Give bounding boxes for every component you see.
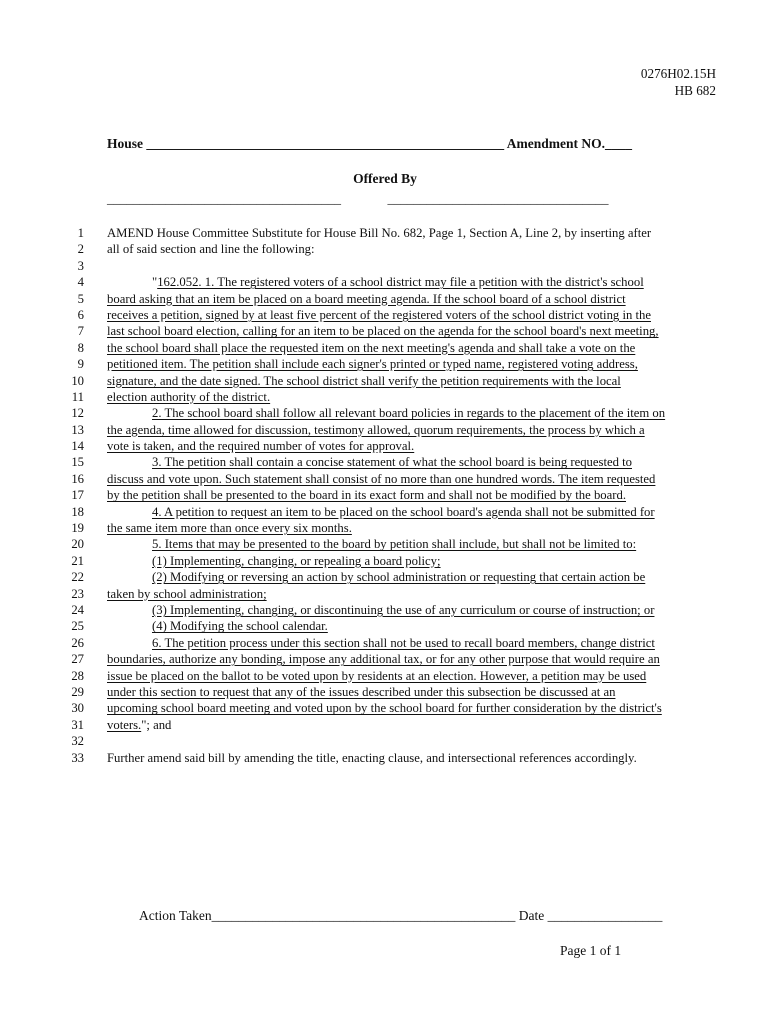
line-content: signature, and the date signed. The school district shall verify the petition requirements with the local [107, 373, 621, 388]
line-content: (4) Modifying the school calendar. [152, 619, 328, 634]
line-content: board asking that an item be placed on a board meeting agenda. If the school board of a school district [107, 291, 626, 306]
numbered-line [0, 471, 770, 487]
numbered-line [0, 684, 770, 700]
line-text [152, 618, 328, 634]
numbered-line [0, 602, 770, 618]
numbered-line [0, 618, 770, 634]
numbered-line [0, 225, 770, 241]
action-taken-label: Action Taken [139, 908, 212, 923]
line-number: 32 [71, 734, 84, 749]
line-text [152, 536, 636, 552]
line-text [152, 553, 441, 569]
house-label: House [107, 136, 144, 151]
numbered-line [0, 241, 770, 257]
line-content: petitioned item. The petition shall include each signer's printed or typed name, registered voting address, [107, 357, 638, 372]
line-text [152, 602, 654, 618]
line-number: 10 [71, 373, 84, 388]
line-number: 13 [71, 422, 84, 437]
line-number: 27 [71, 652, 84, 667]
numbered-line [0, 487, 770, 503]
line-number: 29 [71, 684, 84, 699]
line-text [107, 241, 315, 257]
line-number: 14 [71, 439, 84, 454]
line-content: taken by school administration; [107, 586, 267, 601]
line-content: all of said section and line the following: [107, 242, 315, 257]
numbered-line [0, 586, 770, 602]
numbered-line [0, 733, 770, 749]
line-text [107, 487, 626, 503]
line-text [107, 668, 646, 684]
line-content: the agenda, time allowed for discussion, testimony allowed, quorum requirements, the process by which a [107, 422, 645, 437]
line-text [152, 274, 644, 290]
line-text [152, 405, 665, 421]
line-text [107, 291, 626, 307]
line-number: 24 [71, 602, 84, 617]
amendment-label: Amendment NO. [506, 136, 606, 151]
open-quote: " [152, 275, 158, 290]
line-number: 33 [71, 750, 84, 765]
line-content: election authority of the district. [107, 389, 271, 404]
numbered-line [0, 356, 770, 372]
line-content: (1) Implementing, changing, or repealing a board policy; [152, 553, 441, 568]
action-taken-line [139, 908, 662, 924]
line-number: 23 [71, 586, 84, 601]
numbered-line [0, 438, 770, 454]
line-text [107, 717, 171, 733]
numbered-line [0, 307, 770, 323]
bill-identifier [641, 66, 716, 99]
numbered-line [0, 258, 770, 274]
line-text [107, 438, 414, 454]
line-text [107, 586, 267, 602]
line-text [152, 569, 645, 585]
numbered-line [0, 717, 770, 733]
numbered-line [0, 405, 770, 421]
line-text [107, 422, 645, 438]
line-content: vote is taken, and the required number of votes for approval. [107, 439, 415, 454]
house-amendment-line [107, 136, 632, 152]
numbered-line [0, 373, 770, 389]
line-number: 11 [71, 389, 84, 404]
numbered-line [0, 454, 770, 470]
amendment-text [0, 225, 770, 766]
date-blank: _________________ [547, 908, 663, 923]
line-text [107, 389, 270, 405]
line-text [107, 373, 621, 389]
line-number: 19 [71, 521, 84, 536]
line-text [107, 225, 651, 241]
numbered-line [0, 553, 770, 569]
numbered-line [0, 389, 770, 405]
line-content: 2. The school board shall follow all relevant board policies in regards to the placement of the item on [152, 406, 666, 421]
line-number: 9 [77, 357, 84, 372]
date-label: Date [518, 908, 545, 923]
line-number: 16 [71, 471, 84, 486]
numbered-line [0, 750, 770, 766]
line-content: voters. [107, 717, 142, 732]
numbered-line [0, 323, 770, 339]
line-content: upcoming school board meeting and voted upon by the school board for further consideration by the district's [107, 701, 662, 716]
numbered-line [0, 668, 770, 684]
line-content: discuss and vote upon. Such statement shall consist of no more than one hundred words. The item requested [107, 471, 656, 486]
line-content: 5. Items that may be presented to the board by petition shall include, but shall not be limited to: [152, 537, 637, 552]
numbered-line [0, 422, 770, 438]
line-number: 1 [77, 226, 84, 240]
bill-code: 0276H02.15H [640, 66, 716, 81]
offered-by-blank-right: __________________________________ [387, 191, 609, 206]
line-text [107, 684, 615, 700]
line-text [107, 356, 638, 372]
line-text [107, 520, 352, 536]
numbered-line [0, 291, 770, 307]
numbered-line [0, 340, 770, 356]
line-text [107, 340, 635, 356]
page-number: Page 1 of 1 [560, 943, 622, 958]
line-content: 162.052. 1. The registered voters of a school district may file a petition with the district's school [157, 275, 644, 290]
line-text [107, 307, 651, 323]
line-text [107, 700, 662, 716]
bill-number: HB 682 [674, 82, 716, 98]
close-quote: "; and [141, 717, 172, 732]
line-text [152, 504, 655, 520]
numbered-line [0, 274, 770, 290]
line-number: 30 [71, 701, 84, 716]
line-content: 4. A petition to request an item to be placed on the school board's agenda shall not be submitted for [152, 504, 655, 519]
line-number: 25 [71, 619, 84, 634]
line-number: 21 [71, 553, 84, 568]
offered-by-blanks [107, 191, 609, 207]
line-text [107, 750, 637, 766]
line-number: 22 [71, 570, 84, 585]
line-content: Further amend said bill by amending the title, enacting clause, and intersectional references accordingly. [107, 750, 637, 765]
line-number: 26 [71, 635, 84, 650]
numbered-line [0, 536, 770, 552]
line-number: 8 [77, 340, 84, 355]
numbered-line [0, 504, 770, 520]
line-text [107, 471, 655, 487]
line-content: 6. The petition process under this section shall not be used to recall board members, change district [152, 635, 655, 650]
offered-by-label: Offered By [353, 171, 417, 186]
line-number: 3 [77, 258, 84, 273]
line-number: 7 [77, 324, 84, 339]
line-content: AMEND House Committee Substitute for House Bill No. 682, Page 1, Section A, Line 2, by inserting after [107, 226, 652, 240]
action-taken-blank: _____________________________________________ [211, 908, 516, 923]
amendment-number-blank: ____ [605, 136, 633, 151]
numbered-line [0, 635, 770, 651]
line-number: 12 [71, 406, 84, 421]
line-content: under this section to request that any of the issues described under this subsection be discussed at an [107, 684, 616, 699]
line-content: boundaries, authorize any bonding, impose any additional tax, or for any other purpose that would require an [107, 652, 660, 667]
line-number: 15 [71, 455, 84, 470]
line-text [152, 454, 632, 470]
line-text [152, 635, 655, 651]
numbered-line [0, 569, 770, 585]
line-text [107, 323, 659, 339]
line-content: by the petition shall be presented to the board in its exact form and shall not be modified by the board. [107, 488, 626, 503]
line-number: 20 [71, 537, 84, 552]
line-text [107, 651, 660, 667]
line-number: 28 [71, 668, 84, 683]
line-number: 5 [77, 291, 84, 306]
line-content: 3. The petition shall contain a concise statement of what the school board is being requested to [152, 455, 632, 470]
line-number: 4 [77, 275, 84, 290]
numbered-line [0, 700, 770, 716]
line-number: 31 [71, 717, 84, 732]
line-number: 17 [71, 488, 84, 503]
line-number: 18 [71, 504, 84, 519]
numbered-line [0, 520, 770, 536]
line-content: the same item more than once every six months. [107, 521, 352, 536]
offered-by-blank-left: ____________________________________ [107, 191, 341, 206]
line-content: receives a petition, signed by at least five percent of the registered voters of the school district voting in the [107, 307, 651, 322]
line-content: (2) Modifying or reversing an action by school administration or requesting that certain action be [152, 570, 646, 585]
line-content: the school board shall place the requested item on the next meeting's agenda and shall take a vote on the [107, 340, 636, 355]
line-content: issue be placed on the ballot to be voted upon by residents at an election. However, a petition may be used [107, 668, 647, 683]
line-number: 6 [77, 307, 84, 322]
line-number: 2 [77, 242, 84, 257]
house-blank: _____________________________________________________ [146, 136, 505, 151]
numbered-line [0, 651, 770, 667]
line-content: last school board election, calling for an item to be placed on the agenda for the school board's next meeting, [107, 324, 659, 339]
line-content: (3) Implementing, changing, or discontinuing the use of any curriculum or course of instruction; or [152, 602, 655, 617]
